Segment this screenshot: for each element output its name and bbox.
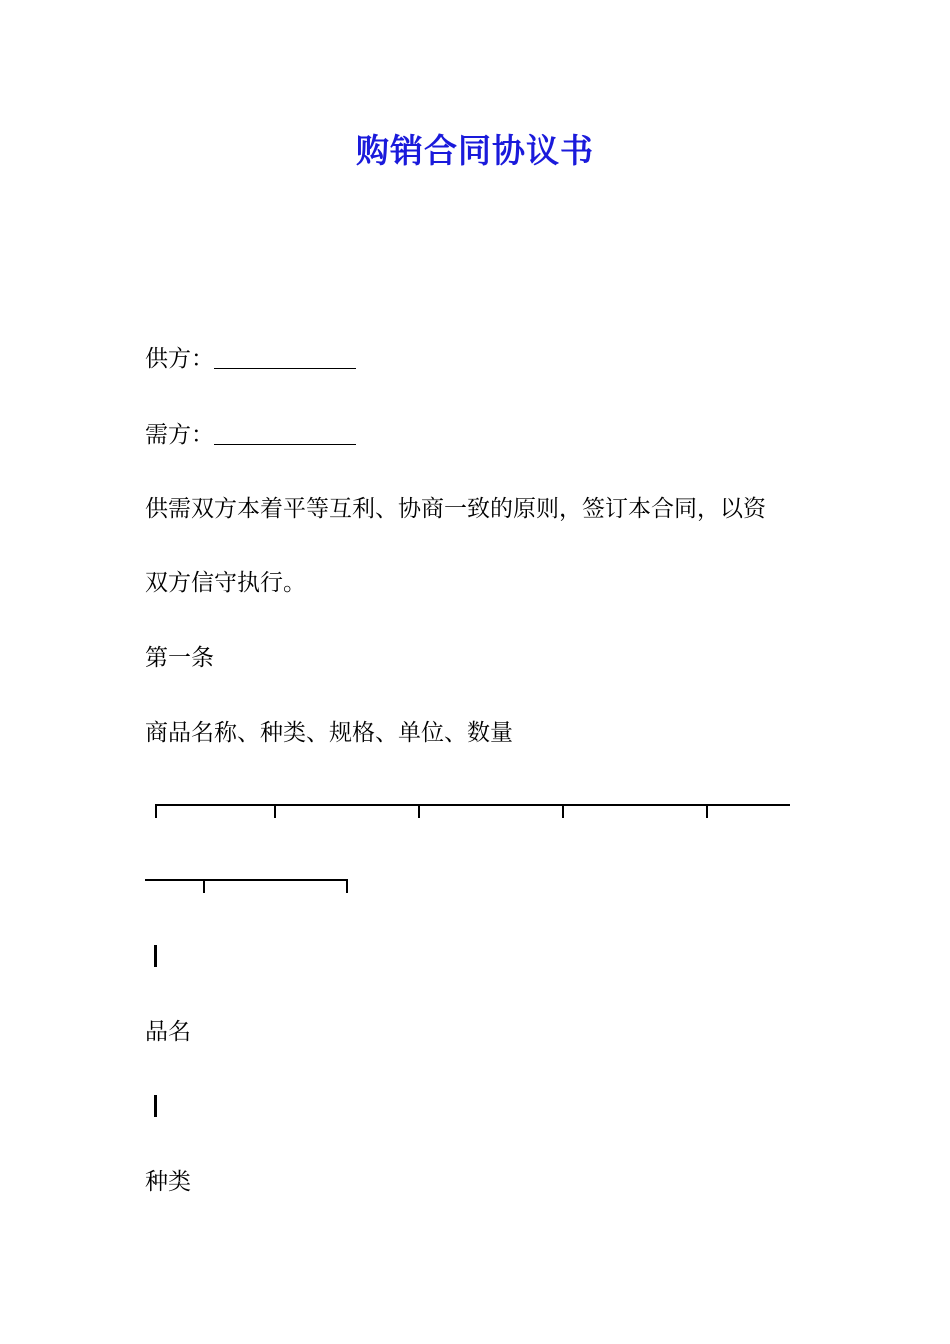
supplier-label: 供方： (145, 346, 214, 372)
article-1-heading: 商品名称、种类、规格、单位、数量 (145, 720, 513, 746)
column-product-name: 品名 (145, 1019, 191, 1045)
buyer-line (145, 419, 356, 451)
supplier-line (145, 343, 356, 375)
intro-line-2: 双方信守执行。 (145, 570, 306, 596)
buyer-blank (214, 422, 356, 445)
supplier-blank (214, 346, 356, 369)
document-title: 购销合同协议书 (356, 131, 594, 170)
column-category: 种类 (145, 1169, 191, 1195)
table-cell-divider (154, 945, 157, 967)
article-1-title: 第一条 (145, 645, 214, 671)
buyer-label: 需方： (145, 422, 214, 448)
intro-line-1: 供需双方本着平等互利、协商一致的原则，签订本合同，以资 (145, 496, 766, 522)
table-cell-divider (154, 1095, 157, 1117)
